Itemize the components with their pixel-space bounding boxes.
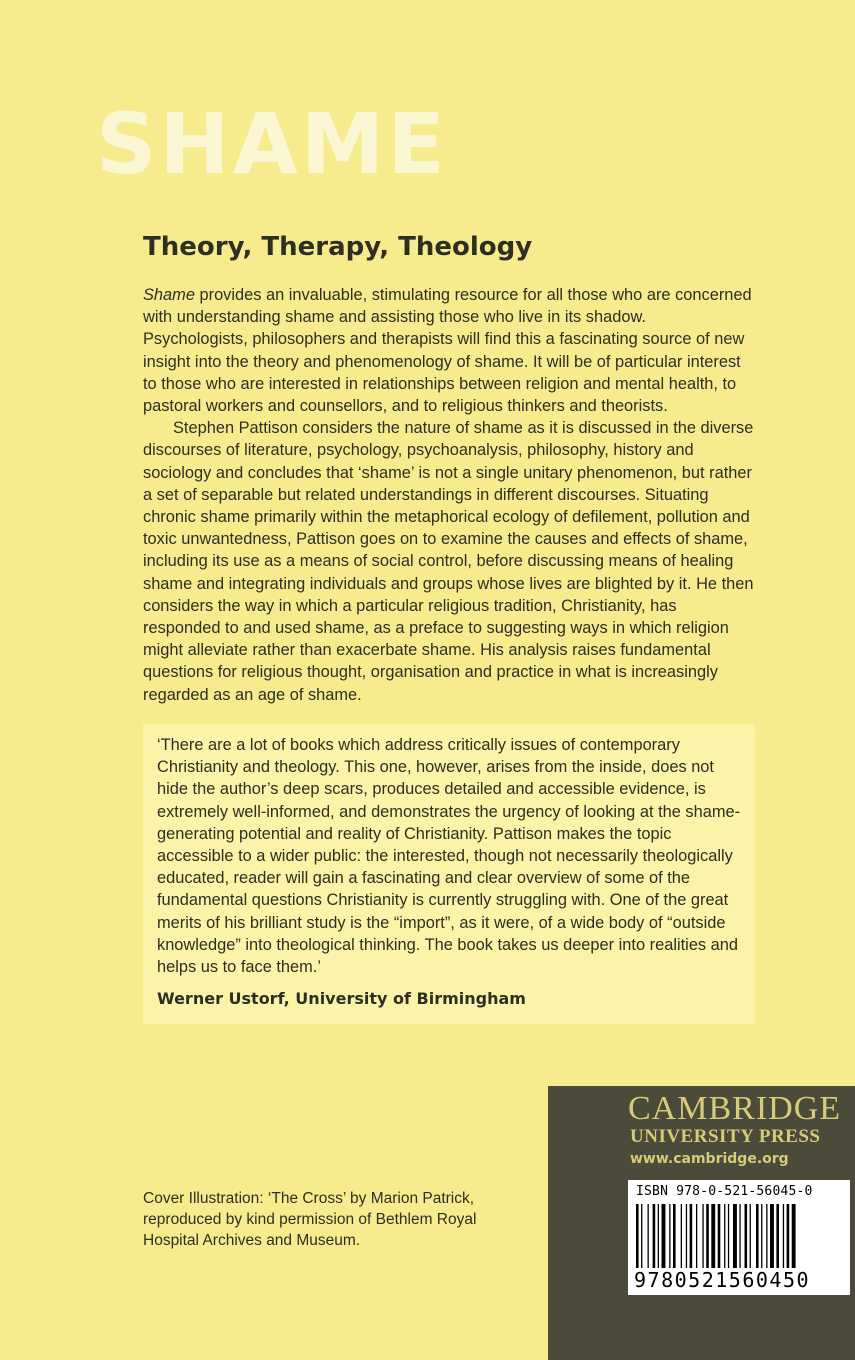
description-paragraph-1	[143, 284, 755, 417]
publisher-url: www.cambridge.org	[630, 1151, 789, 1167]
description-paragraph-2: Stephen Pattison considers the nature of shame as it is discussed in the diverse discourses of literature, psychology, psychoanalysis, philosophy, history and sociology and concludes that ‘shame’ is not a single unitary phenomenon, but rather a set of separable but related understandings in different discourses. Situating chronic shame primarily within the metaphorical ecology of defilement, pollution and toxic unwantedness, Pattison goes on to examine the causes and effects of shame, including its use as a means of social control, before discussing means of healing shame and integrating individuals and groups whose lives are blighted by it. He then considers the way in which a particular religious tradition, Christianity, has responded to and used shame, as a preface to suggesting ways in which religion might alleviate rather than exacerbate shame. His analysis raises fundamental questions for religious thought, organisation and practice in what is increasingly regarded as an age of shame.	[143, 419, 754, 704]
publisher-name: CAMBRIDGE	[628, 1090, 842, 1127]
endorsement-quote: ‘There are a lot of books which address critically issues of contemporary Christianity and theology. This one, however, arises from the inside, does not hide the author’s deep scars, produces detailed and accessible evidence, is extremely well-informed, and demonstrates the urgency of looking at the shame-generating potential and reality of Christianity. Pattison makes the topic accessible to a wider public: the interested, though not necessarily theologically educated, reader will gain a fascinating and clear overview of some of the fundamental questions Christianity is currently struggling with. One of the great merits of his brilliant study is the “import”, as it were, of a wide body of “outside knowledge” into theological thinking. The book takes us deeper into realities and helps us to face them.’	[157, 736, 741, 977]
description	[143, 284, 755, 706]
book-subtitle: Theory, Therapy, Theology	[143, 232, 533, 262]
barcode-number: 9780521560450	[634, 1268, 811, 1292]
description-paragraph-1-text: provides an invaluable, stimulating resource for all those who are concerned with understanding shame and assisting those who live in its shadow. Psychologists, philosophers and therapists will find this a fascinating source of new insight into the theory and phenomenology of shame. It will be of particular interest to those who are interested in relationships between religion and mental health, to pastoral workers and counsellors, and to religious thinkers and theorists.	[143, 286, 752, 416]
endorsement-attribution: Werner Ustorf, University of Birmingham	[157, 989, 526, 1009]
description-title-italic: Shame	[143, 286, 195, 304]
isbn-label: ISBN 978-0-521-56045-0	[636, 1184, 813, 1199]
publisher-subname: UNIVERSITY PRESS	[630, 1126, 821, 1147]
book-title: SHAME	[96, 95, 448, 193]
endorsement	[157, 734, 745, 1010]
cover-illustration-credit: Cover Illustration: ‘The Cross’ by Marion Patrick, reproduced by kind permission of Bethlem Royal Hospital Archives and Museum.	[143, 1190, 477, 1249]
